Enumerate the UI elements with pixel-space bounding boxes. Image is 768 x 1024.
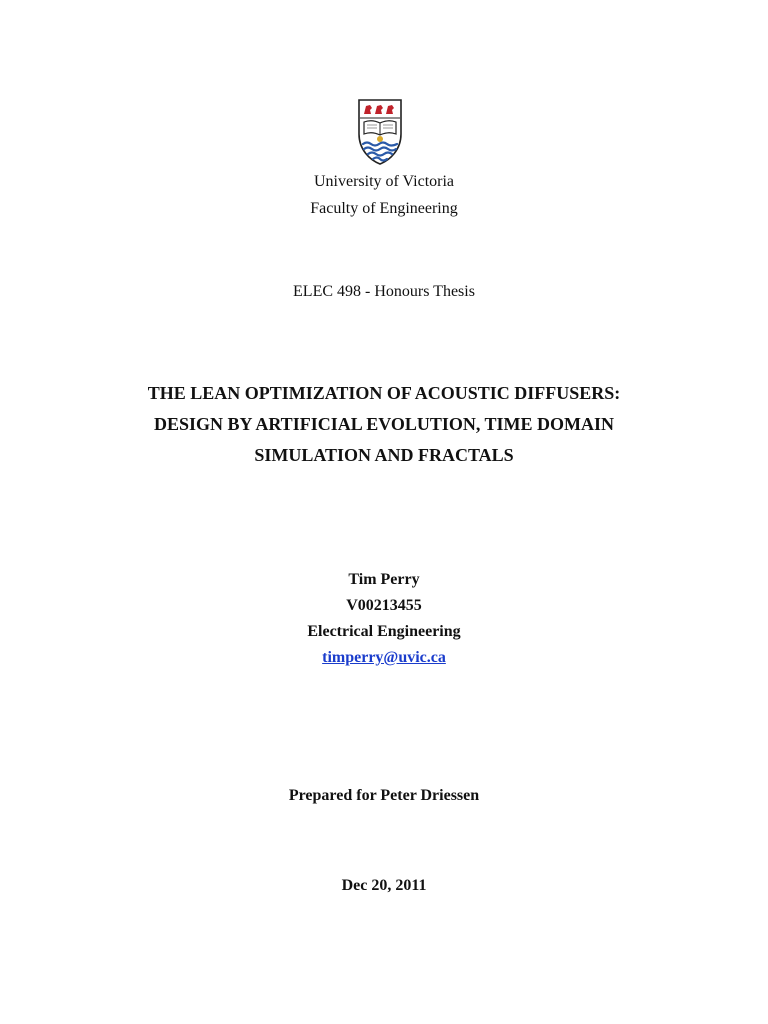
submission-date: Dec 20, 2011 (341, 877, 427, 894)
thesis-title-line: THE LEAN OPTIMIZATION OF ACOUSTIC DIFFUSERS: (147, 383, 621, 403)
university-crest-icon (356, 98, 404, 166)
department-name: Electrical Engineering (307, 623, 461, 640)
institution-name: University of Victoria (313, 173, 455, 190)
prepared-for: Prepared for Peter Driessen (288, 787, 480, 804)
thesis-title-line: DESIGN BY ARTIFICIAL EVOLUTION, TIME DOMAIN (153, 414, 615, 434)
thesis-title (84, 378, 684, 471)
student-id: V00213455 (346, 597, 422, 614)
faculty-name: Faculty of Engineering (310, 200, 458, 217)
author-email-link[interactable]: timperry@uvic.ca (322, 649, 446, 666)
course-name: ELEC 498 - Honours Thesis (293, 283, 475, 300)
author-name: Tim Perry (348, 571, 420, 588)
thesis-title-line: SIMULATION AND FRACTALS (254, 445, 514, 465)
